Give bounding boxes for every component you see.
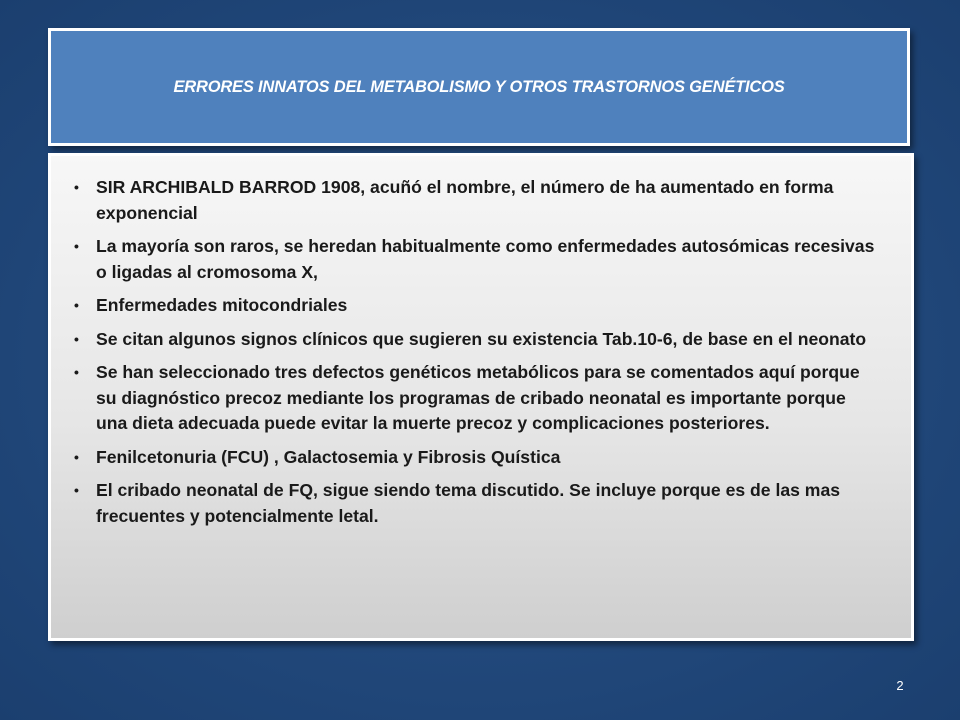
- bullet-dot-icon: •: [74, 238, 79, 254]
- bullet-item: [74, 360, 881, 437]
- title-box: [48, 28, 910, 146]
- bullet-text: Fenilcetonuria (FCU) , Galactosemia y Fibrosis Quística: [96, 446, 561, 467]
- bullet-text: La mayoría son raros, se heredan habitualmente como enfermedades autosómicas recesivas o ligadas al cromosoma X,: [96, 236, 875, 282]
- bullet-item: [74, 175, 881, 226]
- bullet-text: SIR ARCHIBALD BARROD 1908, acuñó el nombre, el número de ha aumentado en forma exponencial: [96, 177, 834, 223]
- bullet-item: [74, 234, 881, 285]
- bullet-text: El cribado neonatal de FQ, sigue siendo tema discutido. Se incluye porque es de las mas frecuentes y potencialmente letal.: [96, 480, 841, 526]
- bullet-text: Se han seleccionado tres defectos genéticos metabólicos para se comentados aquí porque su diagnóstico precoz mediante los programas de cribado neonatal es importante porque una dieta adecuada puede evitar la muerte precoz y complicaciones posteriores.: [96, 362, 860, 433]
- bullet-list: [51, 156, 911, 529]
- bullet-dot-icon: •: [74, 482, 79, 498]
- slide-title: ERRORES INNATOS DEL METABOLISMO Y OTROS TRASTORNOS GENÉTICOS: [173, 77, 785, 96]
- bullet-dot-icon: •: [74, 297, 79, 313]
- bullet-item: [74, 445, 881, 471]
- content-box: [48, 153, 914, 641]
- bullet-item: [74, 327, 881, 353]
- bullet-item: [74, 293, 881, 319]
- page-number: 2: [896, 678, 904, 693]
- bullet-text: Enfermedades mitocondriales: [96, 295, 348, 315]
- bullet-dot-icon: •: [74, 364, 79, 380]
- bullet-item: [74, 478, 881, 529]
- bullet-dot-icon: •: [74, 448, 79, 465]
- bullet-dot-icon: •: [74, 330, 79, 347]
- bullet-text: Se citan algunos signos clínicos que sugieren su existencia Tab.10-6, de base en el neonato: [96, 328, 867, 349]
- bullet-dot-icon: •: [74, 179, 79, 195]
